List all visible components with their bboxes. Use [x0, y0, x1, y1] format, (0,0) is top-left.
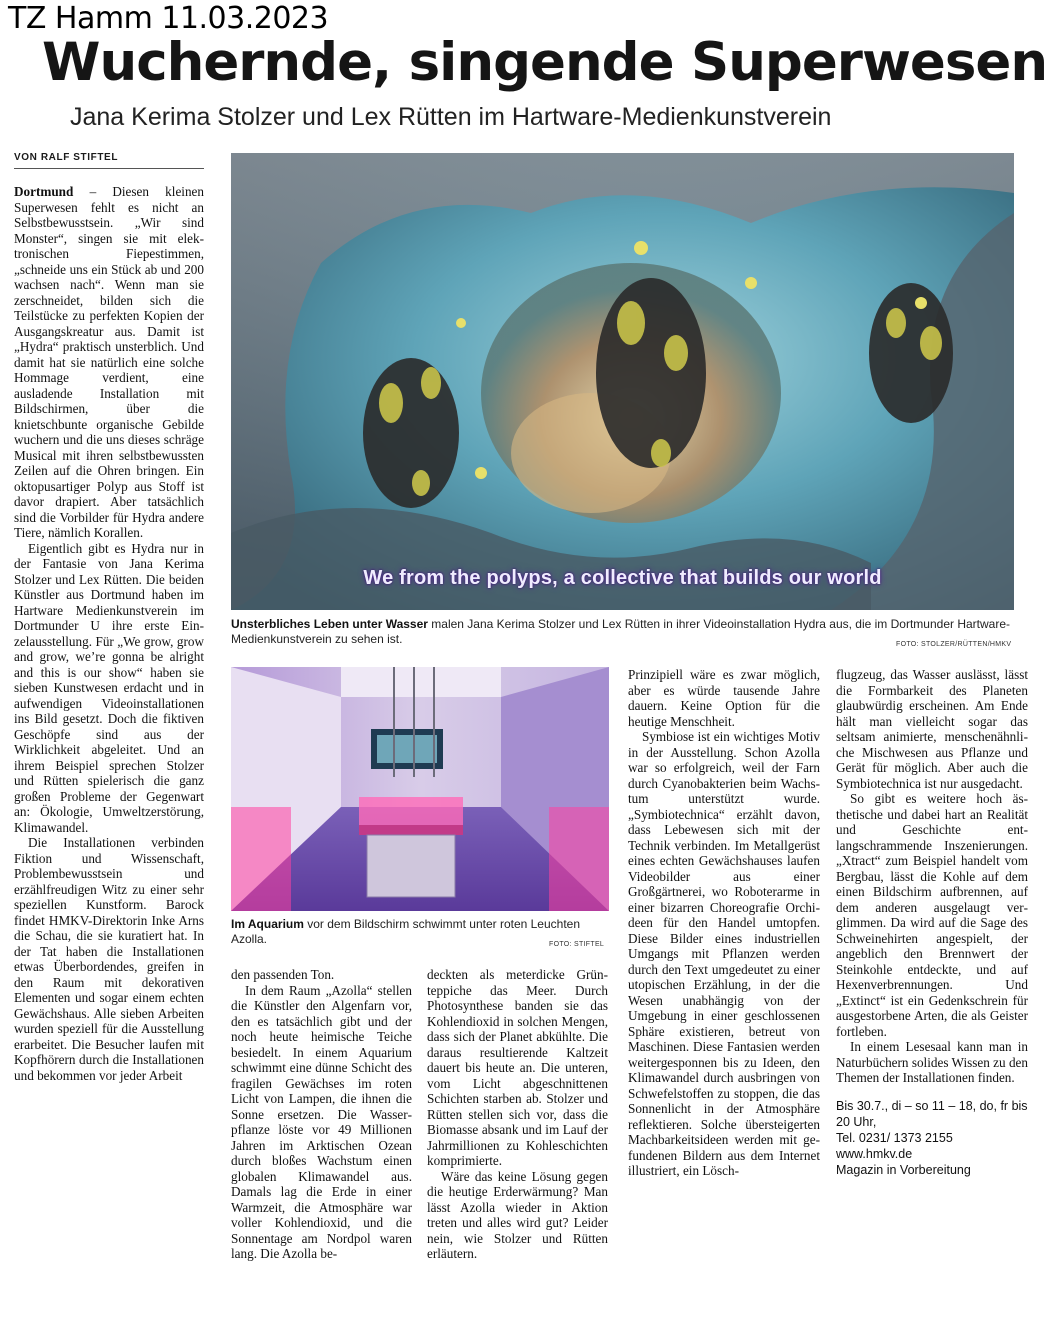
- paragraph: Dortmund – Diesen kleinen Superwesen fehlt es nicht an Selbstbewusstsein. „Wir sind Monster“, singen sie mit elektronischen Fiepestimmen, „schneide uns ein Stück ab und 200 wachsen nach“. Wenn man sie zerschneidet, bilden sich die Teilstücke zu perfekten Kopien der Ausgangskreatur aus. Damit ist „Hydra“ praktisch unsterblich. Und damit hat sie natürlich eine solche Hommage verdient, eine ausladende Installation mit Bildschirmen, über die knietschbunte organische Gebilde wuchern und die uns dieses schräge Musical mit ihren selbstbewussten Zeilen auf die Ohren bringen. Ein oktopusartiger Polyp aus Stoff ist davor drapiert. Aber tatsächlich sind die Vorbilder für Hydra andere Tiere, nämlich Korallen.: [14, 184, 204, 540]
- paragraph: In dem Raum „Azolla“ stellen die Künstler den Algenfarn vor, den es tatsächlich gibt und der noch heute heimische Teiche besiedelt. In einem Aquarium schwimmt eine dünne Schicht des fragilen Gewächses im roten Licht von Lampen, die ihnen die Sonne ersetzen. Die Wasserpflanze löste vor 49 Millionen Jahren im Arktischen Ozean durch bloßes Wachstum einen globalen Klimawandel aus. Damals lag die Erde in einer Warmzeit, die Atmosphäre war voller Kohlendioxid, und die Sonnentage am Nordpol waren lang. Die Azolla be-: [231, 982, 412, 1261]
- paragraph: Wäre das keine Lösung gegen die heutige Erderwärmung? Man lässt Azolla wieder in Aktion treten und alles wird gut? Leider nein, wie Stolzer und Rütten erläutern.: [427, 1168, 608, 1261]
- paragraph: So gibt es weitere hoch ästhetische und dabei hart an Realität und Geschichte entlangschrammende Inszenierungen. „Xtract“ zum Beispiel handelt vom Bergbau, lässt die Kohle auf dem einen Bildschirm aufbrennen, auf dem anderen ausgelaugt verglimmen. Da wird auf die Sage des Schweinehirten angespielt, der angeblich den Brennwert der Steinkohle entdeckte, und auf Hexenverbrennungen. Und „Extinct“ ist ein Gedenkschrein für ausgestorbene Arten, die als Geister fortleben.: [836, 791, 1028, 1039]
- caption-lead: Unsterbliches Leben unter Wasser: [231, 617, 428, 631]
- photo-credit: FOTO: STOLZER/RÜTTEN/HMKV: [896, 641, 1012, 648]
- second-photo-caption: Im Aquarium vor dem Bildschirm schwimmt unter roten Leuchten Azolla.: [231, 917, 581, 946]
- opening-hours: Bis 30.7., di – so 11 – 18, do, fr bis 20 Uhr,: [836, 1098, 1028, 1129]
- caption-lead: Im Aquarium: [231, 917, 304, 931]
- catalog-note: Magazin in Vorbereitung: [836, 1162, 971, 1177]
- paragraph: In einem Lesesaal kann man in Naturbüchern solides Wissen zu den Themen der Installationen finden.: [836, 1039, 1028, 1085]
- aquarium-room-image: [231, 667, 609, 911]
- phone-number: Tel. 0231/ 1373 2155: [836, 1130, 953, 1145]
- paragraph: Prinzipiell wäre es zwar möglich, aber es würde tausende Jahre dauern. Keine Option für die heutige Menschheit.: [628, 667, 820, 729]
- article-column-4: [628, 667, 820, 1179]
- main-photo-hydra: [231, 153, 1014, 610]
- exhibition-info: [836, 1098, 1028, 1178]
- subheadline: Jana Kerima Stolzer und Lex Rütten im Hartware-Medienkunstverein: [70, 103, 832, 131]
- paragraph: deckten als meterdicke Grünteppiche das Meer. Durch Photosynthese banden sie das Kohlendioxid in solchen Mengen, dass sich der Planet abkühlte. Die daraus resultierende Kaltzeit dauert bis heute an. Die unteren, vom Licht abgeschnittenen Schichten starben ab. Stolzer und Rütten stellen sich vor, dass die Biomasse absank und im Lauf der Jahrmillionen zu Kohleschichten komprimierte.: [427, 967, 608, 1168]
- paragraph: Eigentlich gibt es Hydra nur in der Fantasie von Jana Kerima Stolzer und Lex Rütten. Die beiden Künstler aus Dortmund haben im Hartware Medienkunstverein im Dortmunder U ihre erste Einzelausstellung. Für „We grow, grow and grow, we’re gonna be alright and this is our show“ haben sie sieben Kunstwesen erdacht und in aufwendigen Videoinstallationen ins Bild gesetzt. Doch die fiktiven Geschöpfe sind aus der Wirklichkeit abgeleitet. Und an ihrem Beispiel sprechen Stolzer und Rütten spielerisch die ganz großen Probleme der Gegenwart an: Ökologie, Umweltzerstörung, Klimawandel.: [14, 540, 204, 835]
- video-subtitle: We from the polyps, a collective that builds our world: [363, 567, 882, 589]
- newspaper-source: TZ Hamm 11.03.2023: [8, 1, 329, 36]
- second-photo-aquarium: [231, 667, 609, 911]
- headline: Wuchernde, singende Superwesen: [42, 32, 1048, 93]
- underwater-installation-image: [231, 153, 1014, 610]
- paragraph: flugzeug, das Wasser auslässt, lässt die Formbarkeit des Planeten glaubwürdig erscheinen. Am Ende hält man vielleicht sogar das seltsam animierte, menschenähnliche Mischwesen aus Pflanze und Gerät für möglich. Aber auch die Symbiotechnica ist nur ausgedacht.: [836, 667, 1028, 791]
- article-column-2: [231, 967, 412, 1262]
- main-photo-caption: Unsterbliches Leben unter Wasser malen Jana Kerima Stolzer und Lex Rütten in ihrer Videoinstallation Hydra aus, die im Dortmunder Hartware-Medienkunstverein zu sehen ist.: [231, 617, 1011, 646]
- paragraph: Symbiose ist ein wichtiges Motiv in der Ausstellung. Schon Azolla war so erfolgreich, weil der Farn durch Cyanobakterien beim Wachstum unterstützt wurde. „Symbiotechnica“ erzählt davon, dass Lebewesen sich mit der Technik verbinden. Im Metallgerüst eines echten Gewächshauses laufen Videobilder aus einer Großgärtnerei, wo Roboterarme in einer bizarren Choreografie Orchideen für den Handel umtopfen. Diese Bilder eines industriellen Umgangs mit Pflanzen werden durch den Text umgedeutet zu einer utopischen Erzählung, in der die Wesen unabhängig von der Umgebung in einer geschlossenen Sphäre existieren, betreut von Maschinen. Diese Fantasien werden weitergesponnen bis zu Ideen, den Klimawandel durch ausbringen von Schwefelstoffen zu stoppen, die das Sonnenlicht in der Atmosphäre reflektieren. Solche übersteigerten Machbarkeitsideen werden mit gefundenen Bildern aus dem Internet illustriert, ein Lösch-: [628, 729, 820, 1178]
- article-column-1: [14, 184, 204, 1083]
- paragraph: Die Installationen verbinden Fiktion und Wissenschaft, Problembewusstsein und erzählfreudigen Witz zu einer sehr speziellen Kunstform. Barock findet HMKV-Direktorin Inke Arns die Schau, die sie kuratiert hat. In der Tat haben die Installationen etwas Überbordendes, greifen in den Raum mit dekorativen Elementen und sogar einem echten Gewächshaus. Alle sieben Arbeiten wurden speziell für die Ausstellung erarbeitet. Die Besucher laufen mit Kopfhörern durch die Installationen und bekommen vor jeder Arbeit: [14, 835, 204, 1083]
- paragraph: den passenden Ton.: [231, 967, 335, 982]
- byline: VON RALF STIFTEL: [14, 152, 204, 169]
- article-column-3: [427, 967, 608, 1262]
- article-column-5: [836, 667, 1028, 1178]
- website-link[interactable]: www.hmkv.de: [836, 1146, 913, 1161]
- photo-credit: FOTO: STIFTEL: [549, 941, 605, 948]
- dateline: Dortmund: [14, 184, 74, 199]
